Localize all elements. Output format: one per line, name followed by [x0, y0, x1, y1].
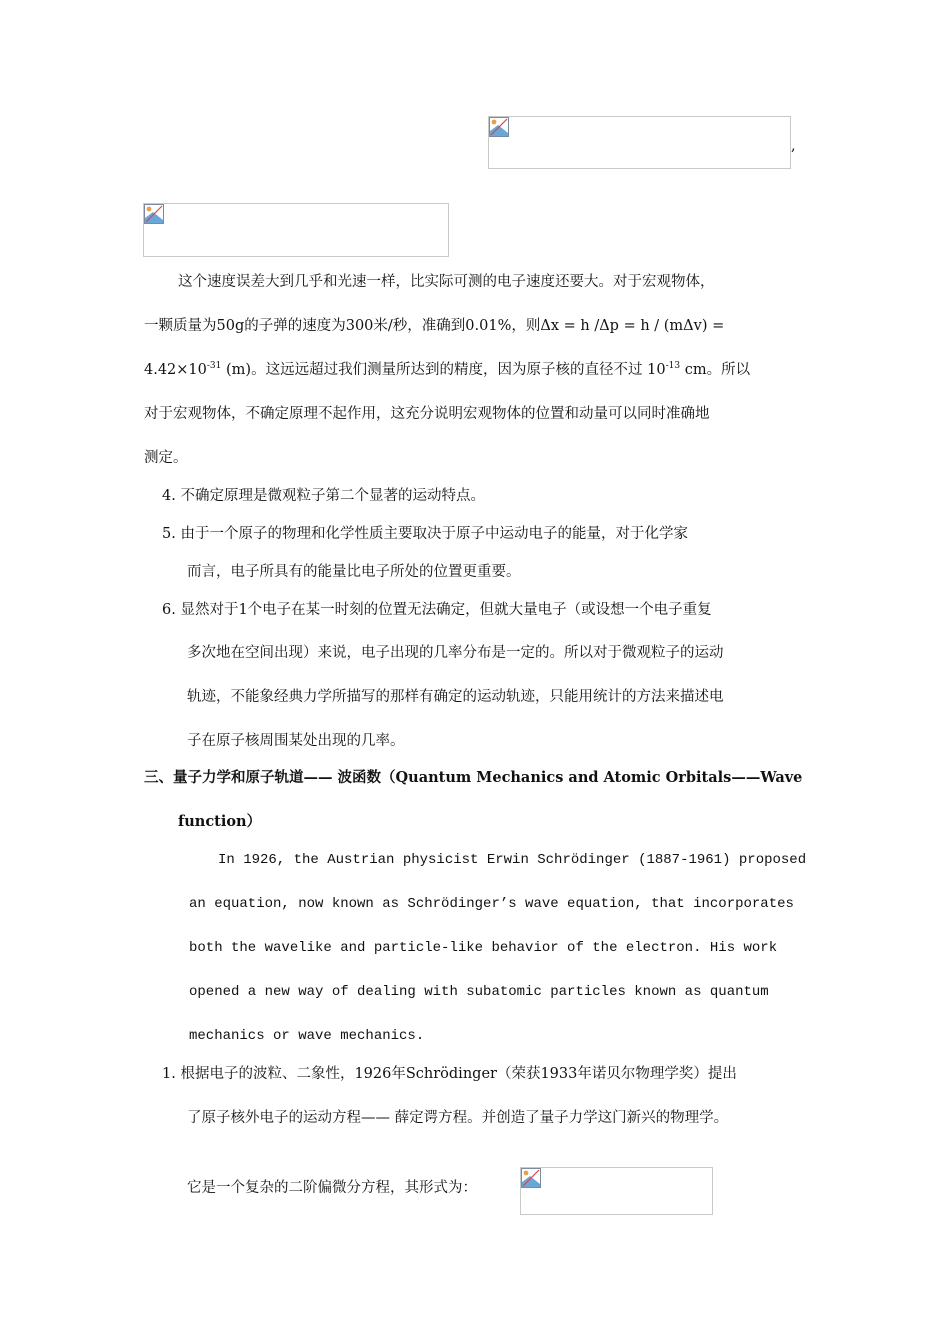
english-line: mechanics or wave mechanics.	[189, 1028, 425, 1044]
paragraph-line: 测定。	[144, 450, 188, 466]
exponent: -31	[206, 361, 222, 371]
paragraph-line: 一颗质量为50g的子弹的速度为300米/秒，准确到0.01%，则Δx = h /Δp = h / (mΔv) =	[144, 318, 725, 334]
english-line: opened a new way of dealing with subatomic particles known as quantum	[189, 984, 769, 1000]
value-text: (m)。这远远超过我们测量所达到的精度，因为原子核的直径不过 10	[221, 362, 666, 378]
value-text: 4.42×10	[144, 362, 207, 378]
english-line: an equation, now known as Schrödinger’s wave equation, that incorporates	[189, 896, 794, 912]
paragraph-line: 对于宏观物体，不确定原理不起作用，这充分说明宏观物体的位置和动量可以同时准确地	[144, 406, 710, 422]
list-item-6-cont: 多次地在空间出现）来说，电子出现的几率分布是一定的。所以对于微观粒子的运动	[187, 645, 724, 661]
equation-image-1	[488, 116, 791, 169]
trailing-comma: ,	[791, 138, 796, 154]
paragraph-line: 这个速度误差大到几乎和光速一样，比实际可测的电子速度还要大。对于宏观物体，	[178, 274, 715, 290]
list-item-1: 1. 根据电子的波粒、二象性，1926年Schrödinger（荣获1933年诺贝尔物理学奖）提出	[162, 1066, 737, 1082]
broken-image-icon	[489, 117, 509, 137]
exponent: -13	[665, 361, 681, 371]
section-heading-cont: function）	[178, 813, 262, 830]
equation-image-3	[520, 1167, 713, 1215]
list-item-1-cont: 它是一个复杂的二阶偏微分方程，其形式为：	[187, 1180, 477, 1196]
section-heading: 三、量子力学和原子轨道—— 波函数（Quantum Mechanics and Atomic Orbitals——Wave	[144, 769, 803, 786]
list-item-1-cont: 了原子核外电子的运动方程—— 薛定谔方程。并创造了量子力学这门新兴的物理学。	[187, 1110, 729, 1126]
value-text: cm。所以	[680, 362, 751, 378]
list-item-4: 4. 不确定原理是微观粒子第二个显著的运动特点。	[162, 488, 485, 504]
english-line: In 1926, the Austrian physicist Erwin Schrödinger (1887-1961) proposed	[218, 852, 807, 868]
english-line: both the wavelike and particle-like behavior of the electron. His work	[189, 940, 778, 956]
paragraph-line	[144, 360, 750, 380]
equation-image-2	[143, 203, 449, 257]
list-item-6-cont: 子在原子核周围某处出现的几率。	[187, 733, 405, 749]
list-item-6-cont: 轨迹，不能象经典力学所描写的那样有确定的运动轨迹，只能用统计的方法来描述电	[187, 689, 724, 705]
list-item-5-cont: 而言，电子所具有的能量比电子所处的位置更重要。	[187, 564, 521, 580]
broken-image-icon	[144, 204, 164, 224]
broken-image-icon	[521, 1168, 541, 1188]
list-item-6: 6. 显然对于1个电子在某一时刻的位置无法确定，但就大量电子（或设想一个电子重复	[162, 602, 712, 618]
list-item-5: 5. 由于一个原子的物理和化学性质主要取决于原子中运动电子的能量，对于化学家	[162, 526, 688, 542]
